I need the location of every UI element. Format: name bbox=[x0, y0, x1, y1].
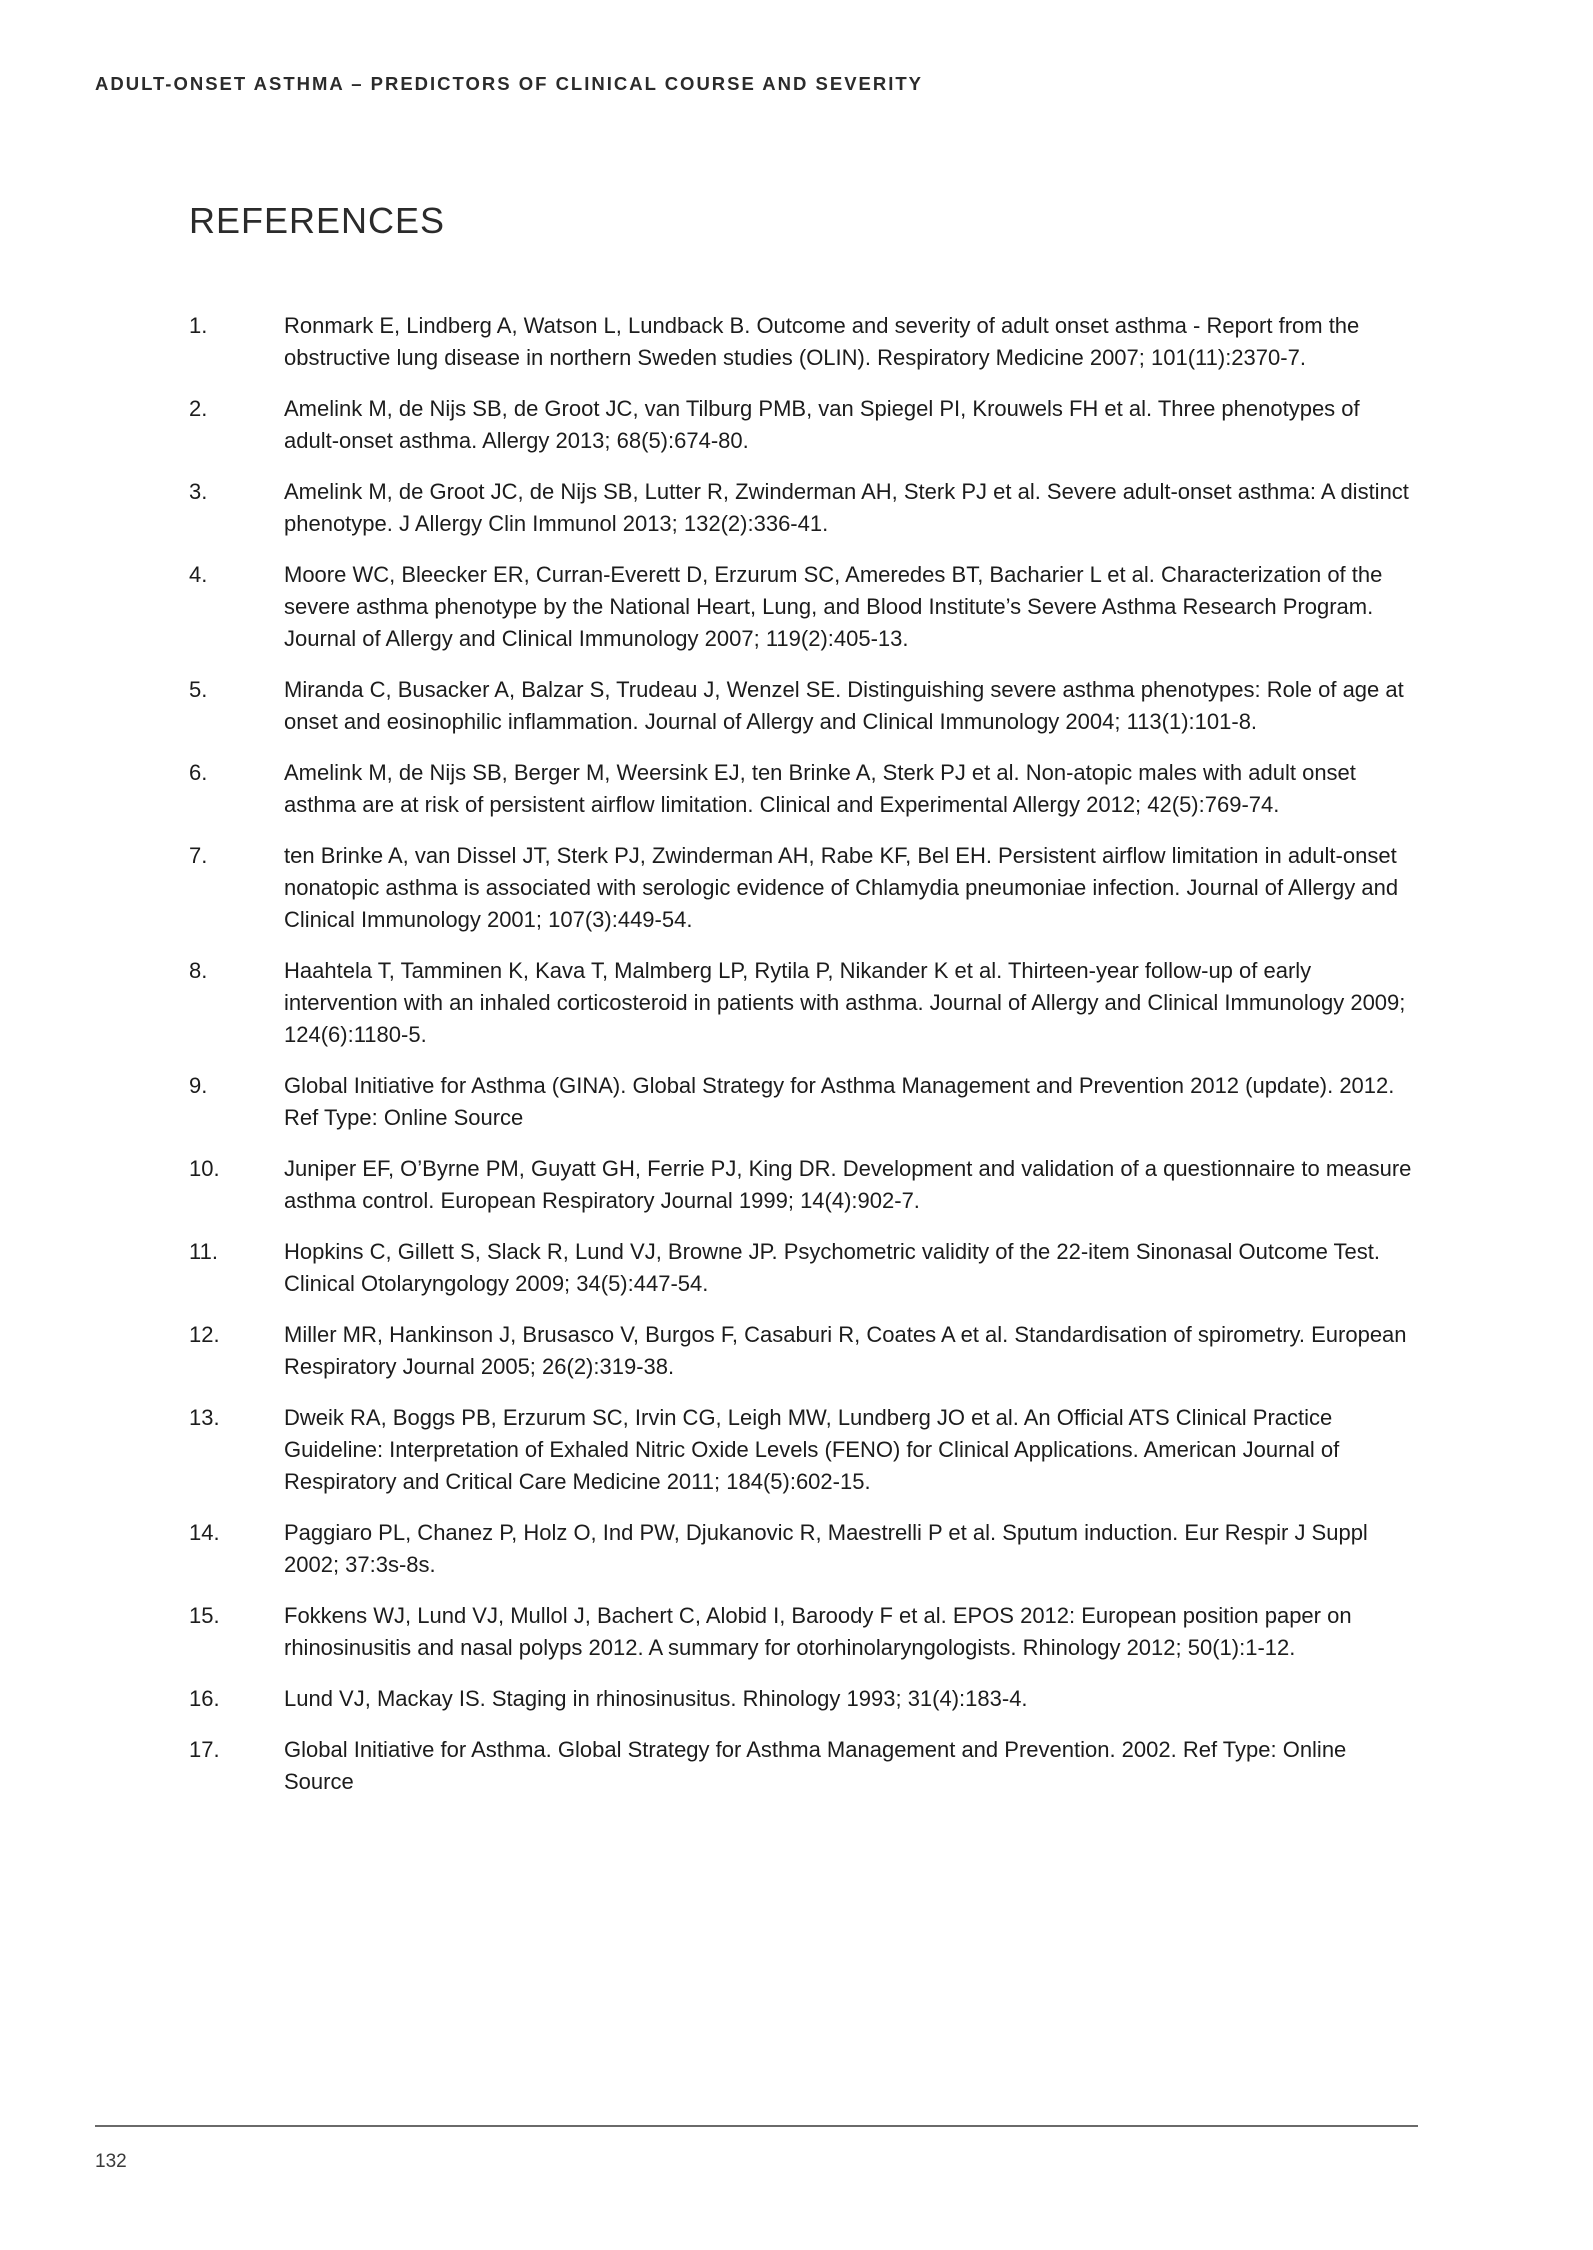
reference-text: ten Brinke A, van Dissel JT, Sterk PJ, Zwinderman AH, Rabe KF, Bel EH. Persistent airflow limitation in adult-onset nonatopic asthma is associated with serologic evidence of Chlamydia pneumoniae infection. Journal of Allergy and Clinical Immunology 2001; 107(3):449-54. bbox=[284, 843, 1399, 932]
reference-number: 7. bbox=[189, 843, 208, 868]
reference-text: Juniper EF, O’Byrne PM, Guyatt GH, Ferrie PJ, King DR. Development and validation of a questionnaire to measure asthma control. European Respiratory Journal 1999; 14(4):902-7. bbox=[284, 1156, 1412, 1213]
reference-text: Moore WC, Bleecker ER, Curran-Everett D, Erzurum SC, Ameredes BT, Bacharier L et al. Characterization of the severe asthma phenotype by the National Heart, Lung, and Blood Institute’s Severe Asthma Research Program. Journal of Allergy and Clinical Immunology 2007; 119(2):405-13. bbox=[284, 562, 1383, 651]
reference-text: Fokkens WJ, Lund VJ, Mullol J, Bachert C, Alobid I, Baroody F et al. EPOS 2012: European position paper on rhinosinusitis and nasal polyps 2012. A summary for otorhinolaryngologists. Rhinology 2012; 50(1):1-12. bbox=[284, 1603, 1352, 1660]
reference-number: 16. bbox=[189, 1686, 220, 1711]
reference-number: 13. bbox=[189, 1405, 220, 1430]
reference-item bbox=[189, 757, 1419, 821]
reference-number: 5. bbox=[189, 677, 208, 702]
reference-text: Miller MR, Hankinson J, Brusasco V, Burgos F, Casaburi R, Coates A et al. Standardisation of spirometry. European Respiratory Journal 2005; 26(2):319-38. bbox=[284, 1322, 1407, 1379]
reference-text: Amelink M, de Nijs SB, Berger M, Weersink EJ, ten Brinke A, Sterk PJ et al. Non-atopic males with adult onset asthma are at risk of persistent airflow limitation. Clinical and Experimental Allergy 2012; 42(5):769-74. bbox=[284, 760, 1356, 817]
reference-number: 9. bbox=[189, 1073, 208, 1098]
running-header: ADULT-ONSET ASTHMA – PREDICTORS OF CLINICAL COURSE AND SEVERITY bbox=[95, 73, 924, 94]
reference-list bbox=[189, 310, 1419, 1817]
reference-item bbox=[189, 1319, 1419, 1383]
reference-item bbox=[189, 1517, 1419, 1581]
reference-text: Amelink M, de Groot JC, de Nijs SB, Lutter R, Zwinderman AH, Sterk PJ et al. Severe adult-onset asthma: A distinct phenotype. J Allergy Clin Immunol 2013; 132(2):336-41. bbox=[284, 479, 1409, 536]
reference-text: Amelink M, de Nijs SB, de Groot JC, van Tilburg PMB, van Spiegel PI, Krouwels FH et al. Three phenotypes of adult-onset asthma. Allergy 2013; 68(5):674-80. bbox=[284, 396, 1360, 453]
reference-number: 11. bbox=[189, 1239, 218, 1264]
reference-item bbox=[189, 1734, 1419, 1798]
reference-text: Hopkins C, Gillett S, Slack R, Lund VJ, Browne JP. Psychometric validity of the 22-item Sinonasal Outcome Test. Clinical Otolaryngology 2009; 34(5):447-54. bbox=[284, 1239, 1380, 1296]
reference-item bbox=[189, 955, 1419, 1051]
reference-number: 14. bbox=[189, 1520, 220, 1545]
reference-number: 4. bbox=[189, 562, 208, 587]
section-title: REFERENCES bbox=[189, 200, 446, 241]
reference-number: 3. bbox=[189, 479, 208, 504]
reference-item bbox=[189, 393, 1419, 457]
reference-number: 2. bbox=[189, 396, 208, 421]
reference-item bbox=[189, 476, 1419, 540]
reference-number: 10. bbox=[189, 1156, 220, 1181]
reference-item bbox=[189, 559, 1419, 655]
reference-item bbox=[189, 1153, 1419, 1217]
reference-number: 8. bbox=[189, 958, 208, 983]
reference-item bbox=[189, 310, 1419, 374]
reference-item bbox=[189, 1402, 1419, 1498]
reference-item bbox=[189, 1600, 1419, 1664]
reference-item bbox=[189, 1070, 1419, 1134]
reference-text: Miranda C, Busacker A, Balzar S, Trudeau J, Wenzel SE. Distinguishing severe asthma phenotypes: Role of age at onset and eosinophilic inflammation. Journal of Allergy and Clinical Immunology 2004; 113(1):101-8. bbox=[284, 677, 1404, 734]
reference-text: Global Initiative for Asthma (GINA). Global Strategy for Asthma Management and Prevention 2012 (update). 2012. Ref Type: Online Source bbox=[284, 1073, 1395, 1130]
reference-text: Dweik RA, Boggs PB, Erzurum SC, Irvin CG, Leigh MW, Lundberg JO et al. An Official ATS Clinical Practice Guideline: Interpretation of Exhaled Nitric Oxide Levels (FENO) for Clinical Applications. American Journal of Respiratory and Critical Care Medicine 2011; 184(5):602-15. bbox=[284, 1405, 1340, 1494]
reference-number: 1. bbox=[189, 313, 208, 338]
reference-item bbox=[189, 1683, 1419, 1715]
page-number: 132 bbox=[95, 2151, 127, 2172]
reference-number: 15. bbox=[189, 1603, 220, 1628]
reference-text: Haahtela T, Tamminen K, Kava T, Malmberg LP, Rytila P, Nikander K et al. Thirteen-year follow-up of early intervention with an inhaled corticosteroid in patients with asthma. Journal of Allergy and Clinical Immunology 2009; 124(6):1180-5. bbox=[284, 958, 1406, 1047]
reference-item bbox=[189, 674, 1419, 738]
reference-text: Global Initiative for Asthma. Global Strategy for Asthma Management and Prevention. 2002. Ref Type: Online Source bbox=[284, 1737, 1347, 1794]
reference-number: 12. bbox=[189, 1322, 220, 1347]
reference-item bbox=[189, 840, 1419, 936]
reference-text: Ronmark E, Lindberg A, Watson L, Lundback B. Outcome and severity of adult onset asthma - Report from the obstructive lung disease in northern Sweden studies (OLIN). Respiratory Medicine 2007; 101(11):2370-7. bbox=[284, 313, 1360, 370]
reference-number: 17. bbox=[189, 1737, 220, 1762]
reference-text: Lund VJ, Mackay IS. Staging in rhinosinusitus. Rhinology 1993; 31(4):183-4. bbox=[284, 1686, 1028, 1711]
reference-number: 6. bbox=[189, 760, 208, 785]
reference-item bbox=[189, 1236, 1419, 1300]
reference-text: Paggiaro PL, Chanez P, Holz O, Ind PW, Djukanovic R, Maestrelli P et al. Sputum induction. Eur Respir J Suppl 2002; 37:3s-8s. bbox=[284, 1520, 1368, 1577]
footer-divider bbox=[95, 2125, 1418, 2127]
